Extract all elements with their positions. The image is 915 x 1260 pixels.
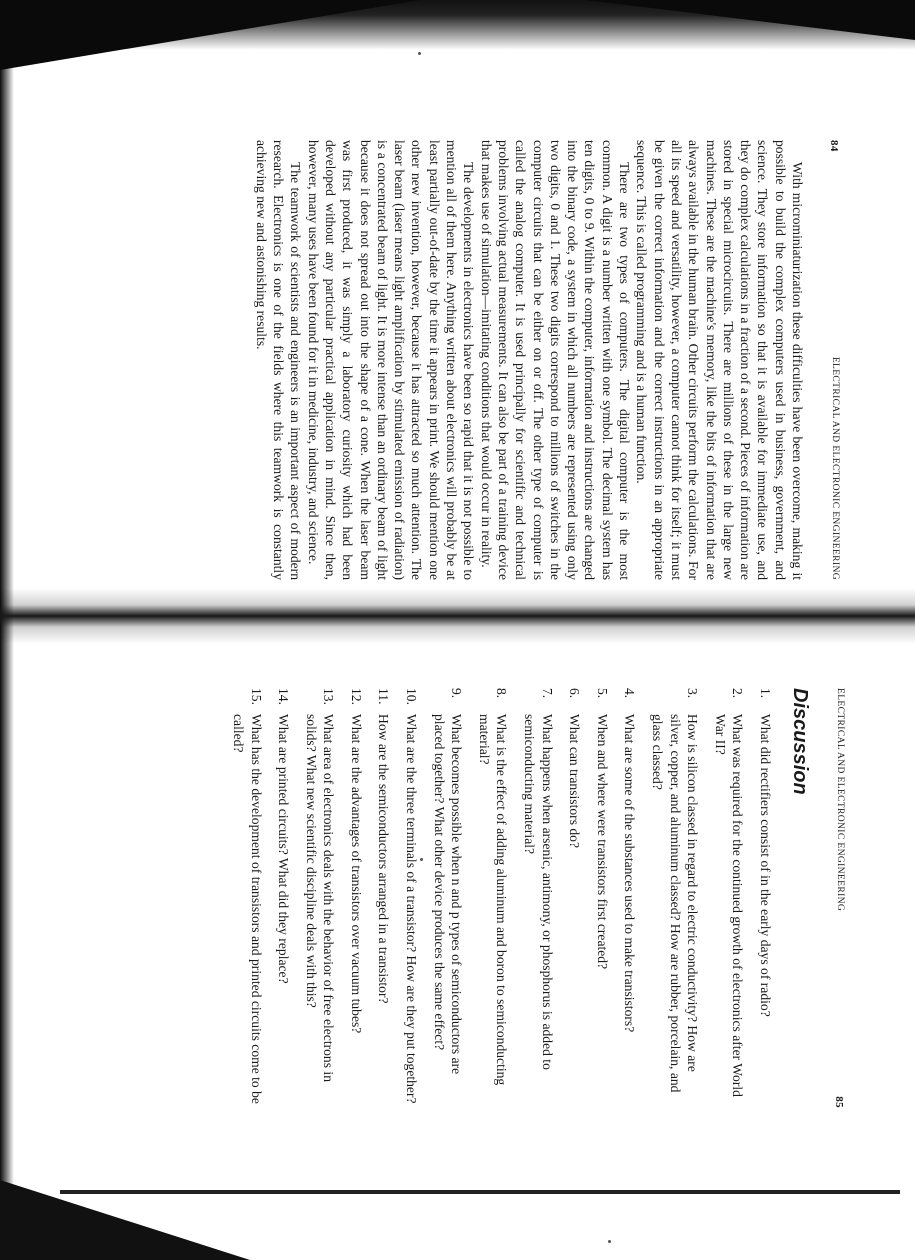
question-text: What becomes possible when n and p types of semiconductors are placed together? What other device produces the same effect?	[431, 714, 465, 1075]
question-text: What did rectifiers consist of in the early days of radio?	[758, 714, 773, 1017]
left-folio: 84	[828, 140, 840, 152]
question-number: 1.	[758, 688, 773, 699]
scan-corner-top-left	[0, 0, 420, 70]
question-number: 12.	[348, 688, 364, 705]
question-item	[756, 688, 774, 1108]
question-item	[229, 688, 264, 1108]
left-page	[60, 140, 840, 580]
question-item	[520, 688, 555, 1108]
right-running-head	[833, 688, 845, 1108]
question-item	[302, 688, 337, 1108]
question-item	[711, 688, 746, 1108]
left-running-head-title: ELECTRICAL AND ELECTRONIC ENGINEERING	[830, 356, 840, 580]
right-page	[85, 688, 845, 1108]
question-number: 3.	[685, 688, 701, 699]
scan-speck	[608, 1240, 611, 1243]
question-text: What are the advantages of transistors over vacuum tubes?	[348, 714, 364, 1034]
question-text: What is the effect of adding aluminum and boron to semiconducting material?	[476, 714, 510, 1086]
question-item	[648, 688, 701, 1108]
question-number: 14.	[276, 688, 292, 705]
question-number: 9.	[449, 688, 465, 699]
question-text: How is silicon classed in regard to electric conductivity? How are silver, copper, and aluminum classed? How are rubber, porcelain, and glass classed?	[650, 714, 701, 1093]
question-item	[621, 688, 639, 1108]
question-number: 6.	[567, 688, 583, 699]
section-title: Discussion	[789, 688, 811, 795]
question-text: What are the three terminals of a transistor? How are they put together?	[404, 714, 420, 1104]
question-item	[430, 688, 465, 1108]
paragraph: With microminiaturization these difficulties have been overcome, making it possible to build the complex computers used in business, government, and science. They store information so that it is available for immediate use, and they do complex calculations in a fraction of a second. Pieces of information are stored in special microcircuits. There are millions of these in the large new machines. These are the machine's memory, like the bits of information that are always available in the human brain. Other circuits perform the calculations. For all its speed and versatility, however, a computer cannot think for itself; it must be given the correct information and the correct instructions in an appropriate sequence. This is called programming and is a human function.	[634, 140, 805, 580]
question-item	[347, 688, 365, 1108]
question-text: What are printed circuits? What did they replace?	[276, 714, 292, 984]
question-item	[475, 688, 510, 1108]
question-item	[275, 688, 293, 1108]
book-gutter-shadow	[0, 588, 915, 644]
question-number: 2.	[730, 688, 746, 699]
question-number: 10.	[404, 688, 420, 705]
paragraph: There are two types of computers. The digital computer is the most common. A digit is a number written with one symbol. The decimal system has ten digits, 0 to 9. Within the computer, information and instructions are changed into the binary code, a system in which all numbers are represented using only two digits, 0 and 1. These two digits correspond to millions of switches in the computer circuits that can be either on or off. The other type of computer is called the analog computer. It is used principally for scientific and technical problems involving actual measurements. It can also be part of a training device that makes use of simulation—imitating conditions that would occur in reality.	[478, 140, 633, 580]
question-number: 7.	[539, 688, 555, 699]
question-text: What happens when arsenic, antimony, or phosphorus is added to semiconducting material?	[522, 714, 555, 1070]
question-item	[566, 688, 584, 1108]
bottom-page-edge	[60, 1190, 900, 1194]
question-text: What has the development of transistors and printed circuits come to be called?	[230, 714, 264, 1104]
question-text: What can transistors do?	[567, 714, 583, 849]
question-item	[375, 688, 393, 1108]
question-number: 4.	[622, 688, 638, 699]
right-running-head-title: ELECTRICAL AND ELECTRONIC ENGINEERING	[835, 688, 845, 912]
question-text: What are some of the substances used to make transistors?	[622, 714, 638, 1033]
scan-speck	[418, 52, 421, 55]
scan-corner-top-right	[585, 0, 915, 40]
question-number: 8.	[494, 688, 510, 699]
question-text: How are the semiconductors arranged in a transistor?	[376, 714, 392, 1004]
question-text: When and where were transistors first created?	[594, 714, 610, 970]
question-number: 11.	[376, 688, 392, 705]
left-body	[253, 140, 807, 580]
question-text: What was required for the continued growth of electronics after World War II?	[712, 714, 746, 1097]
left-running-head	[828, 140, 840, 580]
question-number: 15.	[248, 688, 264, 705]
paragraph: The developments in electronics have been so rapid that it is not possible to mention all of them here. Anything written about electronics will probably be at least partially out-of-date by the time it appears in print. We should mention one other new invention, however, because it has attracted so much attention. The laser beam (laser means light amplification by stimulated emission of radiation) is a concentrated beam of light. It is more intense than an ordinary beam of light because it does not spread out into the shape of a cone. When the laser beam was first produced, it was simply a laboratory curiosity which had been developed without any particular practical application in mind. Since then, however, many uses have been found for it in medicine, industry, and science.	[305, 140, 477, 580]
paragraph: The teamwork of scientists and engineers is an important aspect of modern research. Electronics is one of the fields where this teamwork is constantly achieving new and astonishing results.	[253, 140, 304, 580]
question-number: 5.	[594, 688, 610, 699]
question-text: What area of electronics deals with the behavior of free electrons in solids? What new scientific discipline deals with this?	[303, 714, 337, 1082]
question-item	[403, 688, 421, 1108]
question-number: 13.	[321, 688, 337, 705]
right-folio: 85	[833, 1096, 845, 1108]
discussion-questions	[229, 688, 774, 1108]
question-item	[593, 688, 611, 1108]
